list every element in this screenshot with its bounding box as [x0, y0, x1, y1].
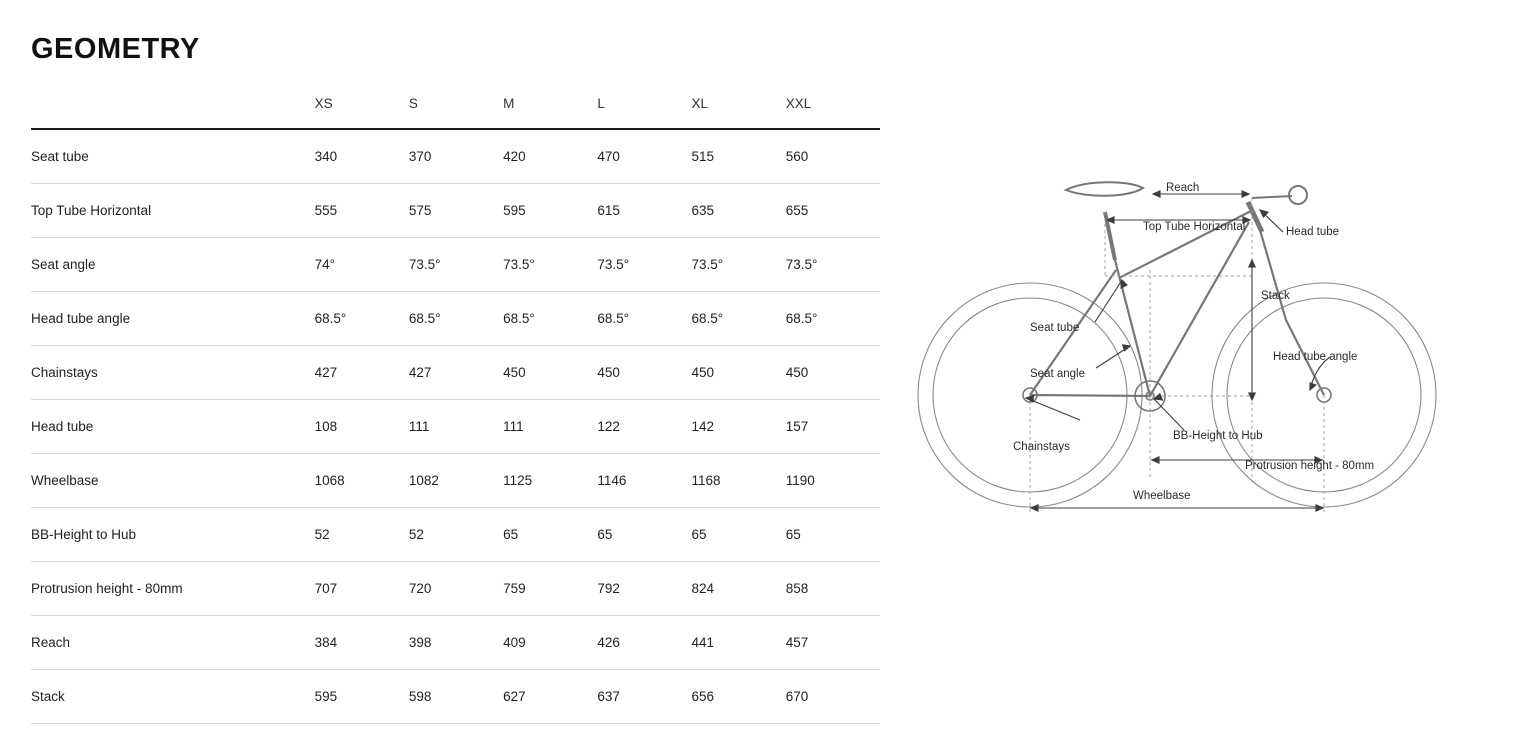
cell-value: 1168	[692, 454, 786, 508]
table-row	[31, 454, 880, 508]
table-body	[31, 129, 880, 724]
cell-value: 398	[409, 616, 503, 670]
cell-value: 1125	[503, 454, 597, 508]
head-tube-line	[1248, 202, 1262, 232]
bb-height-arrow-line	[1154, 399, 1184, 430]
page-title: GEOMETRY	[31, 33, 200, 65]
cell-value: 73.5°	[692, 238, 786, 292]
cell-value: 157	[786, 400, 880, 454]
cell-value: 792	[597, 562, 691, 616]
cell-value: 65	[786, 508, 880, 562]
cell-value: 450	[692, 346, 786, 400]
cell-value: 111	[503, 400, 597, 454]
column-header-xs: XS	[315, 85, 409, 129]
cell-value: 427	[315, 346, 409, 400]
column-header-measure	[31, 85, 315, 129]
table-header	[31, 85, 880, 129]
wheels-group	[918, 283, 1436, 507]
cell-value: 635	[692, 184, 786, 238]
table-row	[31, 508, 880, 562]
table-row	[31, 616, 880, 670]
cell-value: 340	[315, 129, 409, 184]
handlebar	[1289, 186, 1307, 204]
cell-value: 111	[409, 400, 503, 454]
cell-value: 637	[597, 670, 691, 724]
label-top-tube-horizontal: Top Tube Horizontal	[1143, 221, 1246, 233]
cell-value: 370	[409, 129, 503, 184]
stack-arrow-head-bottom	[1249, 393, 1255, 400]
cell-value: 384	[315, 616, 409, 670]
cell-value: 824	[692, 562, 786, 616]
cell-value: 68.5°	[315, 292, 409, 346]
table-row	[31, 129, 880, 184]
cell-value: 450	[597, 346, 691, 400]
seat-tube-arrow-head	[1121, 280, 1127, 288]
cell-value: 142	[692, 400, 786, 454]
cell-value: 441	[692, 616, 786, 670]
row-label: Reach	[31, 616, 315, 670]
cell-value: 598	[409, 670, 503, 724]
cell-value: 555	[315, 184, 409, 238]
label-head-tube-angle: Head tube angle	[1273, 351, 1358, 363]
label-seat-angle: Seat angle	[1030, 368, 1085, 380]
cell-value: 858	[786, 562, 880, 616]
cell-value: 655	[786, 184, 880, 238]
geometry-table	[31, 85, 880, 724]
cell-value: 68.5°	[503, 292, 597, 346]
cell-value: 420	[503, 129, 597, 184]
table-header-row	[31, 85, 880, 129]
cell-value: 65	[597, 508, 691, 562]
geometry-table-container	[31, 85, 880, 724]
wheelbase-arrow-head-right	[1316, 505, 1323, 511]
cell-value: 670	[786, 670, 880, 724]
row-label: Top Tube Horizontal	[31, 184, 315, 238]
cell-value: 1082	[409, 454, 503, 508]
label-reach: Reach	[1166, 182, 1200, 194]
cell-value: 122	[597, 400, 691, 454]
cell-value: 656	[692, 670, 786, 724]
table-row	[31, 670, 880, 724]
row-label: Stack	[31, 670, 315, 724]
cell-value: 470	[597, 129, 691, 184]
column-header-l: L	[597, 85, 691, 129]
cell-value: 65	[692, 508, 786, 562]
label-wheelbase: Wheelbase	[1133, 490, 1191, 502]
row-label: Chainstays	[31, 346, 315, 400]
cell-value: 560	[786, 129, 880, 184]
cell-value: 575	[409, 184, 503, 238]
head-tube-angle-arrow-head	[1310, 383, 1316, 390]
stem	[1252, 196, 1292, 198]
column-header-xxl: XXL	[786, 85, 880, 129]
table-row	[31, 292, 880, 346]
fork-line	[1260, 230, 1324, 395]
row-label: Seat tube	[31, 129, 315, 184]
cell-value: 73.5°	[597, 238, 691, 292]
cell-value: 627	[503, 670, 597, 724]
cell-value: 615	[597, 184, 691, 238]
cell-value: 68.5°	[409, 292, 503, 346]
bb-height-arrow-head	[1154, 394, 1162, 400]
cell-value: 108	[315, 400, 409, 454]
down-tube-line	[1150, 222, 1249, 396]
row-label: Wheelbase	[31, 454, 315, 508]
cell-value: 457	[786, 616, 880, 670]
row-label: Head tube angle	[31, 292, 315, 346]
table-row	[31, 400, 880, 454]
cell-value: 74°	[315, 238, 409, 292]
cell-value: 68.5°	[597, 292, 691, 346]
protrusion-arrow-head-left	[1152, 457, 1159, 463]
cell-value: 759	[503, 562, 597, 616]
table-row	[31, 184, 880, 238]
cell-value: 73.5°	[786, 238, 880, 292]
cell-value: 68.5°	[786, 292, 880, 346]
row-label: BB-Height to Hub	[31, 508, 315, 562]
cell-value: 426	[597, 616, 691, 670]
cell-value: 65	[503, 508, 597, 562]
label-protrusion-height: Protrusion height - 80mm	[1245, 460, 1375, 472]
reach-arrow-head-left	[1153, 191, 1160, 197]
cell-value: 515	[692, 129, 786, 184]
label-bb-height-to-hub: BB-Height to Hub	[1173, 430, 1263, 442]
cell-value: 1190	[786, 454, 880, 508]
table-row	[31, 238, 880, 292]
chainstay-line	[1030, 395, 1150, 396]
cell-value: 427	[409, 346, 503, 400]
bike-geometry-diagram	[900, 150, 1520, 550]
saddle	[1066, 182, 1143, 196]
row-label: Seat angle	[31, 238, 315, 292]
cell-value: 68.5°	[692, 292, 786, 346]
reach-arrow-head-right	[1242, 191, 1249, 197]
cell-value: 595	[315, 670, 409, 724]
column-header-xl: XL	[692, 85, 786, 129]
stack-arrow-head-top	[1249, 260, 1255, 267]
cell-value: 450	[503, 346, 597, 400]
column-header-s: S	[409, 85, 503, 129]
label-head-tube: Head tube	[1286, 226, 1340, 238]
wheelbase-arrow-head-left	[1031, 505, 1038, 511]
cell-value: 73.5°	[503, 238, 597, 292]
table-row	[31, 346, 880, 400]
table-row	[31, 562, 880, 616]
cell-value: 52	[315, 508, 409, 562]
cell-value: 409	[503, 616, 597, 670]
chainstays-arrow-line	[1026, 398, 1080, 420]
cell-value: 707	[315, 562, 409, 616]
cell-value: 595	[503, 184, 597, 238]
row-label: Head tube	[31, 400, 315, 454]
cell-value: 1068	[315, 454, 409, 508]
cell-value: 720	[409, 562, 503, 616]
label-seat-tube: Seat tube	[1030, 322, 1080, 334]
cell-value: 450	[786, 346, 880, 400]
label-stack: Stack	[1261, 290, 1290, 302]
cell-value: 1146	[597, 454, 691, 508]
row-label: Protrusion height - 80mm	[31, 562, 315, 616]
cell-value: 73.5°	[409, 238, 503, 292]
label-chainstays: Chainstays	[1013, 441, 1070, 453]
column-header-m: M	[503, 85, 597, 129]
cell-value: 52	[409, 508, 503, 562]
